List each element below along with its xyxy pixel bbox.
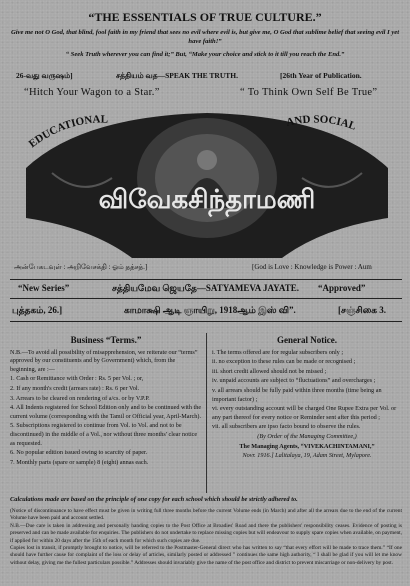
posting-paragraph: N.B.—Due care is taken in addressing and personally handing copies to the Post Office at Broadies' Road and there the publishers' responsibility ceases. Evidence of posting is preserved and can be made available for enquiries. The publishers do not undertake to replace missing copies but will endeavour to supply spare copies when available, on payment, if applied for within 20 days after the 15th of each month for which such copies are due. [10,522,402,544]
column-divider [206,333,207,493]
calculations-note: Calculations made are based on the principle of one copy for each school which should be strictly adhered to. [10,496,298,503]
notice-signed-by: (By Order of the Managing Committee,) [257,432,357,440]
seek-truth-line: “ Seek Truth wherever you can find it;” But, “Make your choice and stick to it till you reach the End.” [65,51,345,58]
business-term-item: 4. All Indents registered for School Edition only and to be continued with the current volume (corresponding with the Tamil or Official year, April-March). [10,404,202,420]
general-notice-heading: General Notice. [277,335,337,345]
business-term-item: 3. Arrears to be cleared on rendering of a/cs. or by V.P.P. [10,394,150,402]
notice-item: iii. short credit allowed should not be missed ; [212,367,327,375]
rule-bottom [10,321,402,322]
general-notice-column [212,336,402,462]
business-terms-heading: Business “Terms.” [70,335,142,345]
own-self-quote: “ To Think Own Self Be True” [240,87,378,98]
tamil-year-label: 26-வது வருஷம்] [16,71,73,80]
hitch-wagon-quote: “Hitch Your Wagon to a Star.” [24,87,160,98]
notice-item: iv. unpaid accounts are subject to “fluctuations” and overcharges ; [212,377,376,385]
creed-text: Give me not O God, that blind, fool faith in my friend that sees no evil where evil is, but give me, O God that sublime belief that seeing evil I yet have faith!” [10,29,400,45]
business-terms-column [10,336,202,468]
notice-item: vi. every outstanding account will be charged One Rupee Extra per Vol. or any part thereof for every notice or Reminder sent after this period ; [212,405,397,421]
new-series-label: “New Series” [18,283,70,293]
business-term-item: 1. Cash or Remittance with Order : Rs. 5 per Vol. ; or, [10,375,144,383]
footer-notices [10,508,402,567]
issue-number: [சஞ்சிகை 3. [338,305,386,315]
notice-item: vii. all subscribers are ipso facto bound to observe the rules. [212,423,361,431]
arc-left-path: EDUCATIONAL [26,113,109,151]
rule-top [10,279,402,280]
lost-copies-paragraph: Copies lost in transit, if promptly brought to notice, will be referred to the Postmaster-General direct who has written to say “that every effort will be made to trace them.” “If one should have further cause for complaint of the loss or delay of articles, similarly posted or addressed ” continues the same high authority, “ I shall be glad if you will let me know without delay, giving me the fullest particulars possible.” Addresses should invariably give the name of the post office and district to prevent miscarriage or non-delivery by post. [10,545,402,566]
tagline-tamil: அன்பேகடவுள் : அறிவேசக்தி : ஓம் தத்சத்.] [14,263,148,271]
notice-signed-address: Novr. 1916.] Lalitalaya, 19, Adam Street, Mylapore. [242,452,372,460]
business-term-item: 2. If any month's credit (arrears rate) : Rs. 6 per Vol. [10,384,140,392]
business-term-item: 5. Subscriptions registered to continue from Vol. to Vol. and not to be discontinued) in the middle of a Vol., nor without three months' clear notice as requested. [10,422,198,447]
discontinuance-paragraph: (Notice of discontinuance to have effect must be given in writing full three months before the current Volume ends (in March) and after all the arrears due to the end of the current Volume have been paid and account settled. [10,508,402,522]
motto-heading: “THE ESSENTIALS OF TRUE CULTURE.” [88,10,322,24]
rule-mid [10,298,402,299]
business-term-item: N.B.—To avoid all possibility of misapprehension, we reiterate our “terms” approved by our constituents and by Government) which, from the beginning, are :— [10,348,198,373]
masthead-title: விவேகசிந்தாமணி [98,185,316,215]
notice-item: v. all arrears should be fully paid within three months (time being an important factor) ; [212,386,382,403]
notice-item: i. The terms offered are for regular subscribers only ; [212,348,344,356]
business-term-item: 6. No popular edition issued owing to scarcity of paper. [10,449,148,457]
tagline-english: [God is Love : Knowledge is Power : Aum [252,263,372,271]
speak-truth-slogan: சத்தியம் வத—SPEAK THE TRUTH. [116,71,238,80]
figure-head [197,150,217,170]
business-term-item: 7. Monthly parts (spare or sample) 8 (eight) annas each. [10,458,149,466]
publication-year: [26th Year of Publication. [280,71,362,80]
satyameva-jayate: சத்தியமேவ ஜெயதே—SATYAMEVA JAYATE. [112,283,299,293]
issue-date: காமாக்ஷி ஆடி ஞாயிறு, 1918ஆம் இஸ் வி”. [124,305,296,315]
approved-label: “Approved” [318,283,366,293]
notice-signed-org: The Managing Agents, “VIVEKACHINTAMANI,” [239,442,375,450]
arc-right-path: AND SOCIAL [285,113,358,133]
notice-item: ii. no exception to these rules can be made or recognised ; [212,358,356,366]
masthead-banner [22,108,392,261]
volume-number: புத்தகம், 26.] [12,305,63,315]
